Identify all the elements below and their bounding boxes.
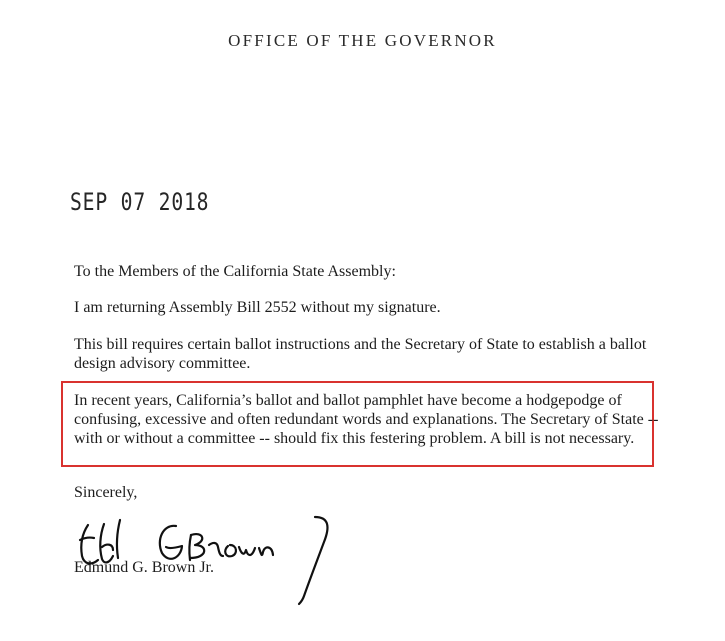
signer-name: Edmund G. Brown Jr. bbox=[74, 559, 214, 576]
date-stamp: SEP 07 2018 bbox=[70, 188, 210, 216]
paragraph-highlighted-rationale: In recent years, California’s ballot and ballot pamphlet have become a hodgepodge of confusing, excessive and often redundant words and explanations. The Secretary of State -- with or without a committee -- should fix this festering problem. A bill is not necessary. bbox=[74, 392, 659, 447]
paragraph-return-notice: I am returning Assembly Bill 2552 without my signature. bbox=[74, 299, 441, 316]
letterhead-title: OFFICE OF THE GOVERNOR bbox=[228, 31, 497, 50]
salutation: To the Members of the California State Assembly: bbox=[74, 263, 396, 280]
closing: Sincerely, bbox=[74, 484, 138, 501]
paragraph-bill-summary: This bill requires certain ballot instructions and the Secretary of State to establish a ballot design advisory committee. bbox=[74, 336, 647, 372]
handwritten-signature-icon bbox=[58, 500, 348, 610]
